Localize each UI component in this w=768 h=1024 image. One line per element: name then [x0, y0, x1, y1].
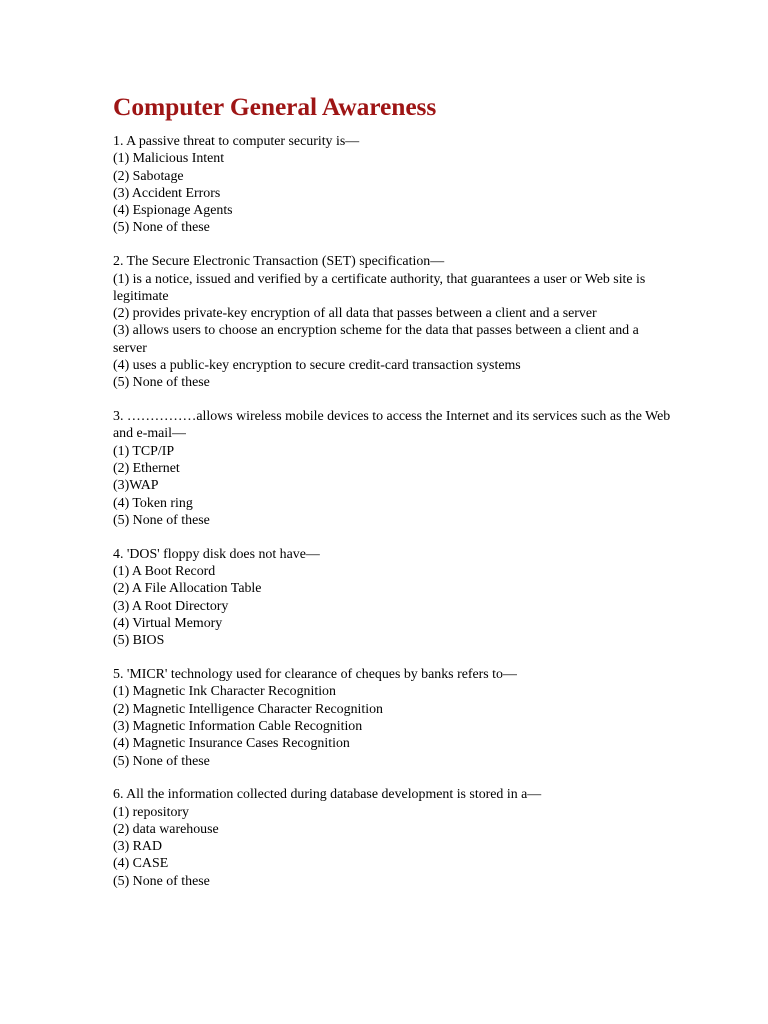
answer-option: (5) None of these [113, 753, 210, 769]
question-stem: 6. All the information collected during database development is stored in a— [113, 787, 542, 803]
question-block [113, 253, 673, 391]
answer-option: (5) None of these [113, 220, 210, 236]
question-stem: 2. The Secure Electronic Transaction (SET) specification— [113, 254, 445, 270]
question-block [113, 133, 673, 237]
answer-option: (5) BIOS [113, 633, 165, 649]
answer-option: (3) A Root Directory [113, 598, 229, 614]
question-block [113, 666, 673, 770]
answer-option: (2) Magnetic Intelligence Character Recognition [113, 701, 383, 717]
answer-option: (4) uses a public-key encryption to secure credit-card transaction systems [113, 358, 521, 374]
answer-option: (3) Magnetic Information Cable Recognition [113, 718, 363, 734]
answer-option: (1) TCP/IP [113, 443, 175, 459]
question-stem: 4. 'DOS' floppy disk does not have— [113, 546, 320, 562]
answer-option: (3) allows users to choose an encryption scheme for the data that passes between a client and a server [113, 323, 639, 356]
question-stem: 5. 'MICR' technology used for clearance of cheques by banks refers to— [113, 667, 517, 683]
question-block [113, 546, 673, 650]
question-stem: 3. ……………allows wireless mobile devices to access the Internet and its services such as the Web and e-mail— [113, 409, 671, 442]
answer-option: (4) CASE [113, 856, 169, 872]
answer-option: (1) is a notice, issued and verified by a certificate authority, that guarantees a user or Web site is legitimate [113, 271, 646, 304]
answer-option: (1) Malicious Intent [113, 151, 225, 167]
answer-option: (3) Accident Errors [113, 185, 221, 201]
answer-option: (3) RAD [113, 839, 162, 855]
answer-option: (1) A Boot Record [113, 564, 216, 580]
question-stem: 1. A passive threat to computer security is— [113, 134, 360, 149]
answer-option: (2) Sabotage [113, 168, 184, 184]
document-page [113, 90, 673, 907]
answer-option: (2) A File Allocation Table [113, 581, 262, 597]
answer-option: (4) Token ring [113, 495, 193, 511]
answer-option: (1) Magnetic Ink Character Recognition [113, 684, 336, 700]
question-block [113, 786, 673, 890]
answer-option: (2) provides private-key encryption of all data that passes between a client and a server [113, 306, 597, 322]
page-title: Computer General Awareness [113, 92, 437, 121]
answer-option: (5) None of these [113, 375, 210, 391]
answer-option: (4) Virtual Memory [113, 615, 223, 631]
question-list [113, 133, 673, 890]
question-block [113, 408, 673, 529]
answer-option: (3)WAP [113, 478, 159, 494]
answer-option: (2) data warehouse [113, 821, 219, 837]
answer-option: (1) repository [113, 804, 189, 820]
answer-option: (5) None of these [113, 873, 210, 889]
answer-option: (4) Espionage Agents [113, 203, 233, 219]
answer-option: (4) Magnetic Insurance Cases Recognition [113, 736, 350, 752]
answer-option: (2) Ethernet [113, 461, 180, 477]
answer-option: (5) None of these [113, 512, 210, 528]
